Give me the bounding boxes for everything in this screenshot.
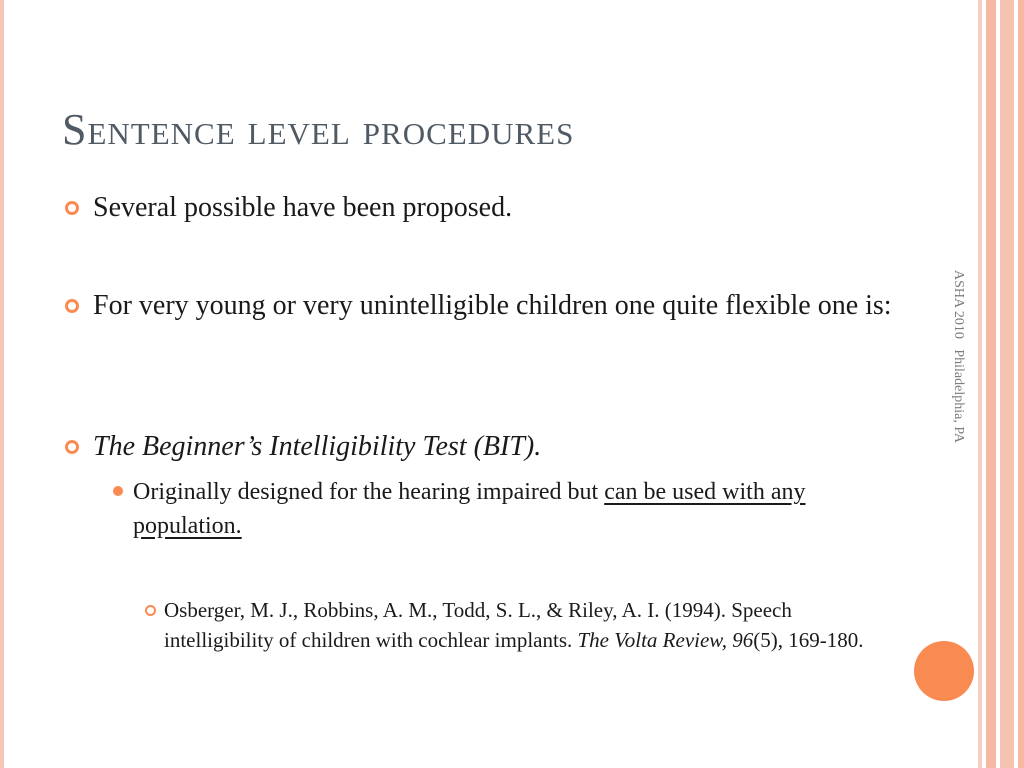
- reference-ring-icon: [145, 605, 156, 616]
- bullet-item: [93, 186, 893, 229]
- reference-tail: (5), 169-180.: [753, 628, 864, 652]
- decorative-stripe: [1000, 0, 1014, 768]
- decorative-stripe: [1018, 0, 1024, 768]
- bullet-item: [93, 425, 893, 468]
- left-frame-line: [0, 0, 4, 768]
- decorative-stripe: [986, 0, 996, 768]
- bullet-text: Several possible have been proposed.: [93, 192, 513, 223]
- reference-journal: The Volta Review, 96: [577, 628, 754, 652]
- bullet-text: For very young or very unintelligible children one quite flexible one is:: [93, 290, 892, 321]
- reference-text: Osberger, M. J., Robbins, A. M., Todd, S. L., & Riley, A. I. (1994). Speech intelligibility of children with cochlear implants.: [164, 598, 792, 652]
- slide-title: Sentence level procedures: [62, 105, 575, 154]
- bullet-ring-icon: [65, 299, 79, 313]
- sub-bullet-text: Originally designed for the hearing impaired but: [133, 479, 605, 505]
- bullet-ring-icon: [65, 440, 79, 454]
- decorative-stripe: [978, 0, 982, 768]
- decorative-circle: [914, 641, 974, 701]
- bullet-ring-icon: [65, 201, 79, 215]
- sub-bullet-item: [133, 475, 878, 543]
- sub-bullet-dot-icon: [113, 486, 123, 496]
- footer-text: ASHA 2010 Philadelphia, PA: [951, 270, 966, 443]
- reference-item: [164, 595, 864, 655]
- bullet-item: [93, 284, 893, 327]
- bullet-text: The Beginner’s Intelligibility Test (BIT).: [93, 431, 542, 462]
- sub-bullet-underlined-text: can be used with any population.: [133, 479, 806, 539]
